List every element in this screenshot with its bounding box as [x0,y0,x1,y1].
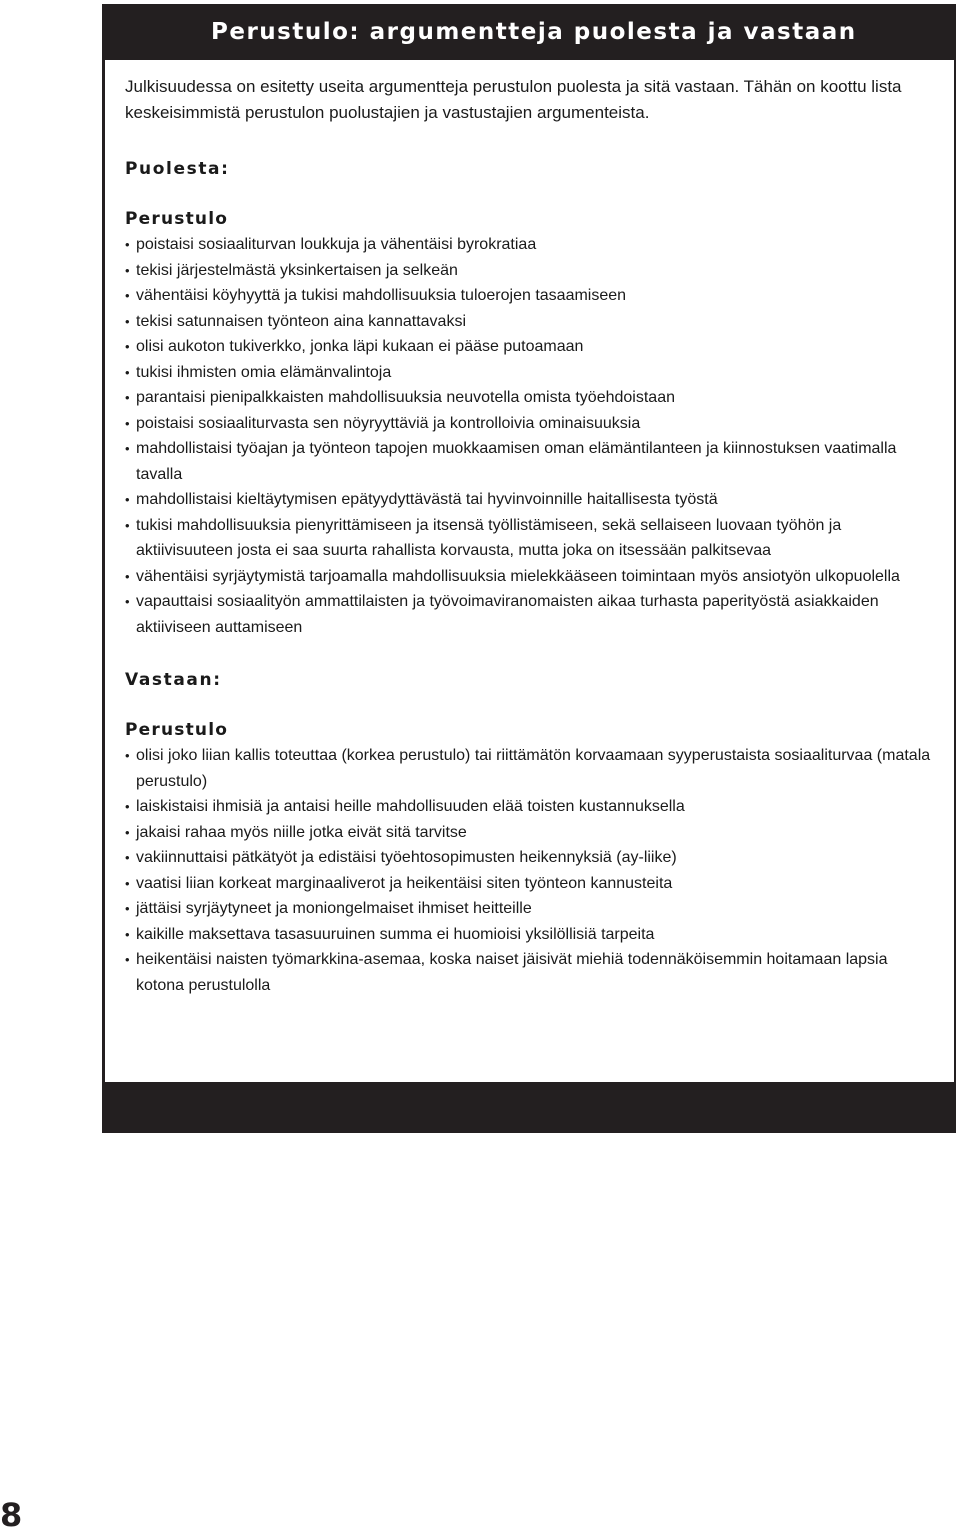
intro-paragraph: Julkisuudessa on esitetty useita argumentteja perustulon puolesta ja sitä vastaan. Tähän on koottu lista keskeisimmistä perustulon puolustajien ja vastustajien argumenteista. [125,77,902,122]
for-subheading: Perustulo [125,209,229,229]
list-item: • mahdollistaisi työajan ja työnteon tapojen muokkaamisen oman elämäntilanteen ja kiinnostuksen vaatimalla tavalla [125,436,937,487]
list-item: • tekisi järjestelmästä yksinkertaisen ja selkeän [125,258,937,284]
list-item: • laiskistaisi ihmisiä ja antaisi heille mahdollisuuden elää toisten kustannuksella [125,794,937,820]
box-title: Perustulo: argumentteja puolesta ja vastaan [211,19,857,45]
for-list [125,232,937,640]
list-item: • kaikille maksettava tasasuuruinen summa ei huomioisi yksilöllisiä tarpeita [125,922,937,948]
list-item: • vakiinnuttaisi pätkätyöt ja edistäisi työehtosopimusten heikennyksiä (ay-liike) [125,845,937,871]
list-item: • vaatisi liian korkeat marginaaliverot ja heikentäisi siten työnteon kannusteita [125,871,937,897]
list-item: • poistaisi sosiaaliturvasta sen nöyryyttäviä ja kontrolloivia ominaisuuksia [125,411,937,437]
list-item: • parantaisi pienipalkkaisten mahdollisuuksia neuvotella omista työehdoistaan [125,385,937,411]
against-heading: Vastaan: [125,670,222,690]
against-subheading: Perustulo [125,720,229,740]
list-item: • heikentäisi naisten työmarkkina-asemaa, koska naiset jäisivät miehiä todennäköisemmin hoitamaan lapsia kotona perustulolla [125,947,937,998]
list-item: • vähentäisi syrjäytymistä tarjoamalla mahdollisuuksia mielekkääseen toimintaan myös ansiotyön ulkopuolella [125,564,937,590]
against-list [125,743,937,998]
list-item: • tukisi ihmisten omia elämänvalintoja [125,360,937,386]
list-item: • tukisi mahdollisuuksia pienyrittämiseen ja itsensä työllistämiseen, sekä sellaiseen luovaan työhön ja aktiivisuuteen josta ei saa suurta rahallista korvausta, mutta joka on itsessään palkitsevaa [125,513,937,564]
list-item: • tekisi satunnaisen työnteon aina kannattavaksi [125,309,937,335]
list-item: • poistaisi sosiaaliturvan loukkuja ja vähentäisi byrokratiaa [125,232,937,258]
list-item: • jättäisi syrjäytyneet ja moniongelmaiset ihmiset heitteille [125,896,937,922]
for-heading: Puolesta: [125,159,230,179]
list-item: • mahdollistaisi kieltäytymisen epätyydyttävästä tai hyvinvoinnille haitallisesta työstä [125,487,937,513]
list-item: • vapauttaisi sosiaalityön ammattilaisten ja työvoimaviranomaisten aikaa turhasta paperityöstä asiakkaiden aktiiviseen auttamiseen [125,589,937,640]
list-item: • vähentäisi köyhyyttä ja tukisi mahdollisuuksia tuloerojen tasaamiseen [125,283,937,309]
box-content [105,60,954,1082]
list-item: • jakaisi rahaa myös niille jotka eivät sitä tarvitse [125,820,937,846]
list-item: • olisi aukoton tukiverkko, jonka läpi kukaan ei pääse putoamaan [125,334,937,360]
argument-box [102,4,956,1133]
list-item: • olisi joko liian kallis toteuttaa (korkea perustulo) tai riittämätön korvaamaan syyperustaista sosiaaliturvaa (matala perustulo) [125,743,937,794]
page-number: 8 [0,1496,23,1534]
